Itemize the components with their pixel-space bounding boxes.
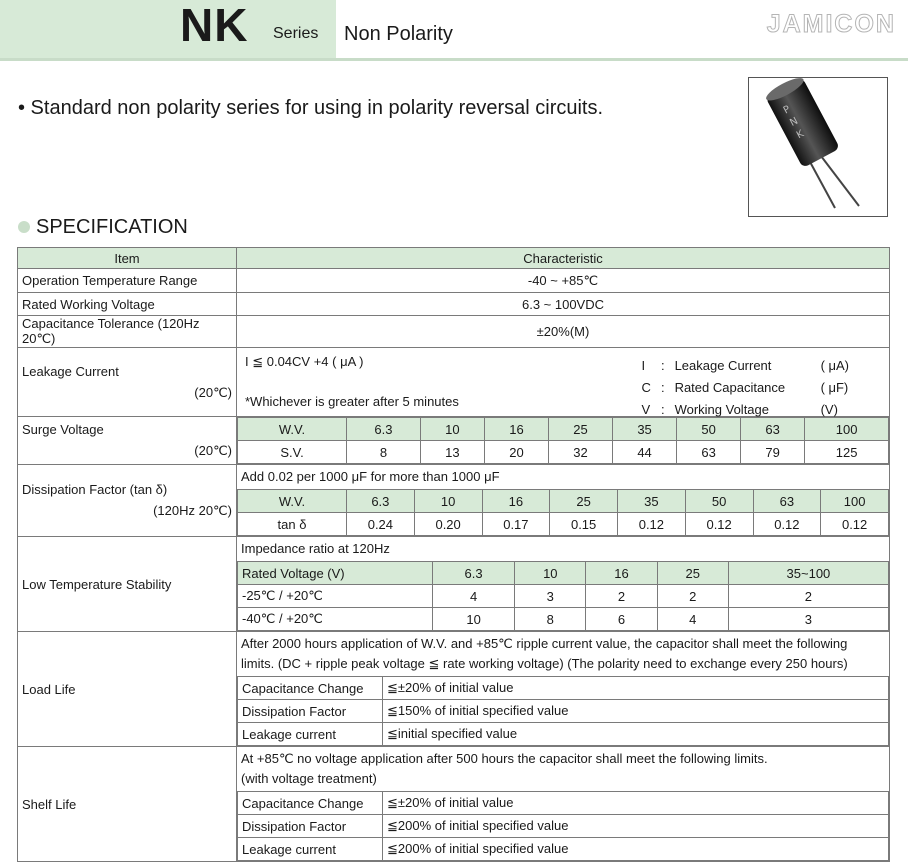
legend-unit: ( μF) — [820, 380, 849, 395]
ll-label: Dissipation Factor — [238, 700, 383, 723]
sl-row — [238, 792, 889, 815]
r2-cell: 10 — [433, 608, 515, 631]
sl-label: Dissipation Factor — [238, 815, 383, 838]
r1-label: -25℃ / +20℃ — [238, 585, 433, 608]
legend-unit: (V) — [820, 402, 838, 417]
series-word: Series — [273, 25, 319, 42]
df-tan-row — [238, 513, 889, 536]
sl-text — [237, 747, 889, 791]
lt-rv-row — [238, 562, 889, 585]
r1-cell: 2 — [586, 585, 657, 608]
series-code: NK — [180, 0, 249, 51]
leakage-legend — [636, 354, 855, 422]
svg-text:P: P — [781, 103, 793, 117]
wv-cell: 6.3 — [347, 418, 421, 441]
wv-cell: 50 — [685, 490, 753, 513]
ll-text-2: limits. (DC + ripple peak voltage ≦ rate working voltage) (The polarity need to exchange every 250 hours) — [241, 656, 848, 671]
svg-text:K: K — [794, 128, 806, 142]
ll-text-1: After 2000 hours application of W.V. and +85℃ ripple current value, the capacitor shall meet the following — [241, 636, 848, 651]
leakage-formula: I ≦ 0.04CV +4 ( μA ) — [245, 354, 364, 369]
lt-note: Impedance ratio at 120Hz — [241, 541, 390, 556]
wv-cell: 100 — [821, 490, 889, 513]
wv-cell: 100 — [805, 418, 889, 441]
wv-cell: 25 — [548, 418, 612, 441]
spec-title — [18, 216, 188, 239]
tan-cell: 0.20 — [414, 513, 482, 536]
sl-table — [237, 791, 889, 861]
item-value: -40 ~ +85℃ — [237, 269, 890, 293]
rv-cell: 10 — [515, 562, 586, 585]
page-header — [0, 0, 908, 58]
col-characteristic: Characteristic — [237, 248, 890, 269]
intro-bullet: • Standard non polarity series for using in polarity reversal circuits. — [18, 97, 604, 119]
tan-cell: 0.12 — [821, 513, 889, 536]
lt-table-cell — [237, 537, 890, 632]
item-label: Rated Working Voltage — [18, 293, 237, 316]
surge-item: Surge Voltage — [22, 422, 104, 437]
wv-cell: 35 — [618, 490, 686, 513]
sv-cell: 79 — [741, 441, 805, 464]
row-low-temp — [18, 537, 890, 632]
df-table — [237, 489, 889, 536]
df-cond: (120Hz 20℃) — [153, 503, 232, 518]
rv-cell: 16 — [586, 562, 657, 585]
item-label: Operation Temperature Range — [18, 269, 237, 293]
ll-table — [237, 676, 889, 746]
sv-cell: 63 — [677, 441, 741, 464]
surge-sv-row — [238, 441, 889, 464]
ll-label: Leakage current — [238, 723, 383, 746]
lt-r1-row — [238, 585, 889, 608]
wv-cell: 16 — [482, 490, 550, 513]
bullet-dot-icon — [18, 221, 30, 233]
wv-cell: 35 — [613, 418, 677, 441]
df-note: Add 0.02 per 1000 μF for more than 1000 μF — [241, 469, 500, 484]
sv-cell: 32 — [548, 441, 612, 464]
sv-cell: 20 — [484, 441, 548, 464]
surge-table-cell — [237, 417, 890, 465]
wv-cell: 25 — [550, 490, 618, 513]
legend-sym: C — [641, 380, 651, 395]
surge-cond: (20℃) — [194, 443, 232, 458]
sv-cell: 8 — [347, 441, 421, 464]
lt-r2-row — [238, 608, 889, 631]
surge-table — [237, 417, 889, 464]
spec-table — [17, 247, 890, 862]
brand-logo: JAMICON — [766, 10, 896, 38]
item-label: Capacitance Tolerance (120Hz 20℃) — [18, 316, 237, 348]
wv-cell: 10 — [414, 490, 482, 513]
wv-cell: 10 — [420, 418, 484, 441]
sl-label: Leakage current — [238, 838, 383, 861]
df-table-cell — [237, 465, 890, 537]
rv-cell: 35~100 — [728, 562, 888, 585]
tan-cell: 0.12 — [618, 513, 686, 536]
r1-cell: 2 — [657, 585, 728, 608]
item-label — [18, 465, 237, 537]
ll-table-cell — [237, 632, 890, 747]
item-label — [18, 348, 237, 417]
ll-text — [237, 632, 889, 676]
sl-row — [238, 838, 889, 861]
r1-cell: 4 — [433, 585, 515, 608]
wv-cell: 63 — [741, 418, 805, 441]
row-surge — [18, 417, 890, 465]
row-leakage — [18, 348, 890, 417]
sv-label: S.V. — [238, 441, 347, 464]
wv-label: W.V. — [238, 490, 347, 513]
r1-cell: 3 — [515, 585, 586, 608]
r2-cell: 3 — [728, 608, 888, 631]
sl-table-cell — [237, 747, 890, 862]
sl-label: Capacitance Change — [238, 792, 383, 815]
item-value: 6.3 ~ 100VDC — [237, 293, 890, 316]
ll-row — [238, 677, 889, 700]
leakage-note: *Whichever is greater after 5 minutes — [245, 394, 459, 409]
spec-title-text: SPECIFICATION — [36, 216, 188, 238]
wv-cell: 50 — [677, 418, 741, 441]
sl-value: ≦200% of initial specified value — [383, 838, 889, 861]
sv-cell: 44 — [613, 441, 677, 464]
df-wv-row — [238, 490, 889, 513]
legend-row: I : Leakage Current ( μA) — [638, 356, 853, 376]
wv-label: W.V. — [238, 418, 347, 441]
ll-value: ≦±20% of initial value — [383, 677, 889, 700]
item-label — [18, 417, 237, 465]
row-load-life — [18, 632, 890, 747]
legend-desc: Leakage Current — [674, 358, 772, 373]
wv-cell: 16 — [484, 418, 548, 441]
legend-desc: Rated Capacitance — [674, 380, 786, 395]
legend-row: C : Rated Capacitance ( μF) — [638, 378, 853, 398]
ll-value: ≦150% of initial specified value — [383, 700, 889, 723]
tan-cell: 0.12 — [685, 513, 753, 536]
capacitor-photo — [748, 77, 888, 217]
legend-sym: I — [641, 358, 646, 373]
leakage-detail — [241, 348, 885, 416]
leakage-cond: (20℃) — [194, 384, 232, 400]
sv-cell: 13 — [420, 441, 484, 464]
tan-label: tan δ — [238, 513, 347, 536]
col-item: Item — [18, 248, 237, 269]
r2-cell: 8 — [515, 608, 586, 631]
sl-text-2: (with voltage treatment) — [241, 771, 377, 786]
row-dissipation — [18, 465, 890, 537]
header-rule — [0, 58, 908, 61]
r2-label: -40℃ / +20℃ — [238, 608, 433, 631]
sl-value: ≦200% of initial specified value — [383, 815, 889, 838]
item-label: Load Life — [18, 632, 237, 747]
wv-cell: 63 — [753, 490, 821, 513]
tan-cell: 0.12 — [753, 513, 821, 536]
sv-cell: 125 — [805, 441, 889, 464]
tan-cell: 0.17 — [482, 513, 550, 536]
tan-cell: 0.15 — [550, 513, 618, 536]
capacitor-illustration — [749, 78, 887, 216]
r2-cell: 6 — [586, 608, 657, 631]
row-rated-voltage — [18, 293, 890, 316]
legend-desc: Working Voltage — [674, 402, 769, 417]
item-label: Low Temperature Stability — [18, 537, 237, 632]
sl-text-1: At +85℃ no voltage application after 500 hours the capacitor shall meet the following limits. — [241, 751, 768, 766]
rv-cell: 6.3 — [433, 562, 515, 585]
ll-row — [238, 700, 889, 723]
row-op-temp — [18, 269, 890, 293]
ll-label: Capacitance Change — [238, 677, 383, 700]
svg-text:N: N — [788, 115, 801, 129]
r2-cell: 4 — [657, 608, 728, 631]
leakage-item: Leakage Current — [22, 363, 119, 379]
lt-table — [237, 561, 889, 631]
wv-cell: 6.3 — [347, 490, 415, 513]
legend-unit: ( μA) — [820, 358, 849, 373]
ll-value: ≦initial specified value — [383, 723, 889, 746]
item-value — [237, 348, 890, 417]
spec-header-row — [18, 248, 890, 269]
row-shelf-life — [18, 747, 890, 862]
sl-value: ≦±20% of initial value — [383, 792, 889, 815]
rv-label: Rated Voltage (V) — [238, 562, 433, 585]
r1-cell: 2 — [728, 585, 888, 608]
legend-sym: V — [641, 402, 651, 417]
series-name: Non Polarity — [344, 23, 453, 45]
tan-cell: 0.24 — [347, 513, 415, 536]
ll-row — [238, 723, 889, 746]
row-cap-tolerance — [18, 316, 890, 348]
item-value: ±20%(M) — [237, 316, 890, 348]
legend-row: V : Working Voltage (V) — [638, 400, 853, 420]
item-label: Shelf Life — [18, 747, 237, 862]
df-item: Dissipation Factor (tan δ) — [22, 482, 168, 497]
sl-row — [238, 815, 889, 838]
rv-cell: 25 — [657, 562, 728, 585]
